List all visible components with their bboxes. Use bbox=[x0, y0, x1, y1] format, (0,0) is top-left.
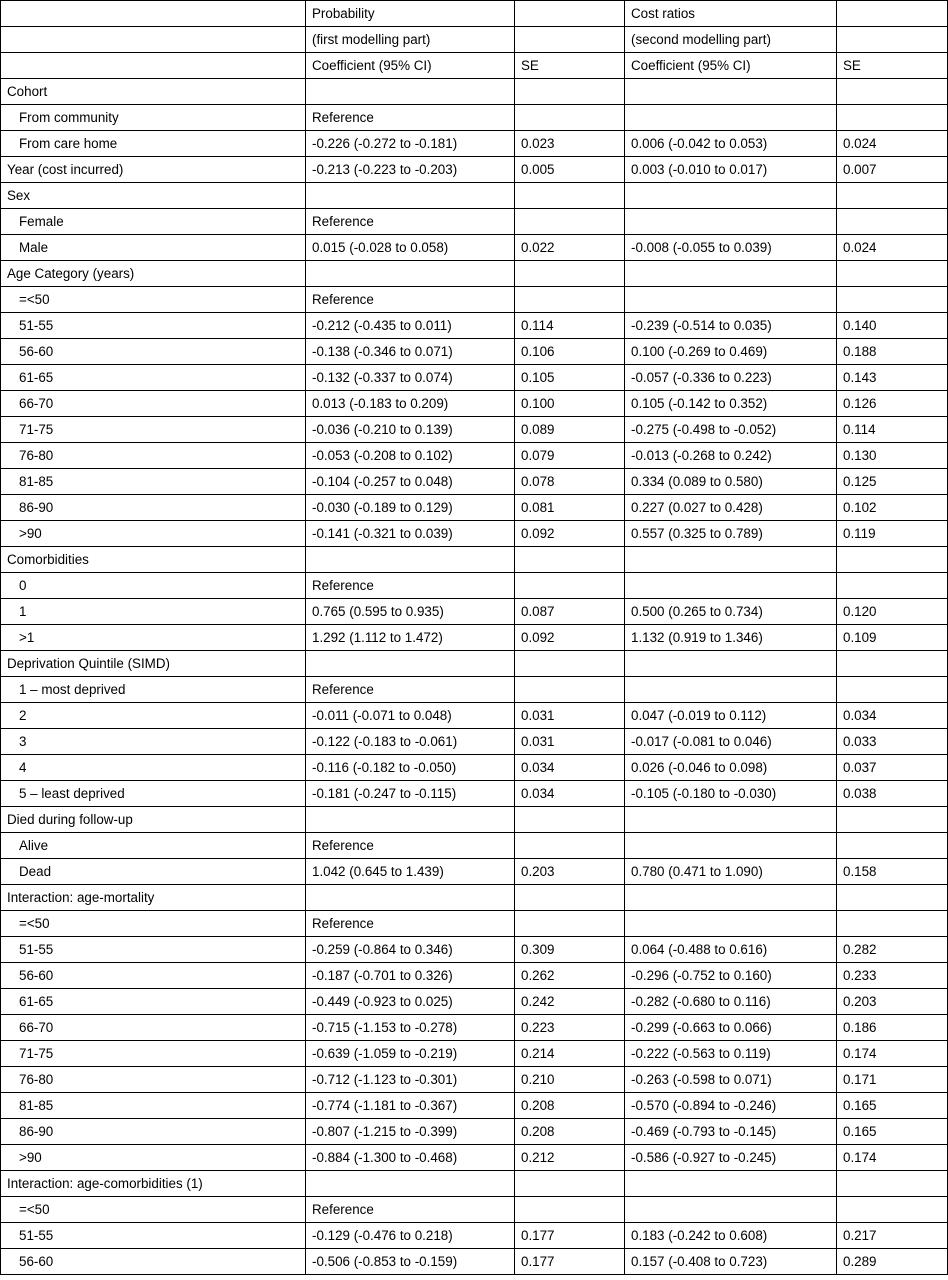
cost-ratio-coefficient-cell: -0.299 (-0.663 to 0.066) bbox=[625, 1015, 837, 1041]
cost-ratio-coefficient-cell: 0.026 (-0.046 to 0.098) bbox=[625, 755, 837, 781]
cost-ratio-coefficient-cell bbox=[625, 807, 837, 833]
header-row bbox=[1, 53, 948, 79]
probability-se-cell: 0.087 bbox=[515, 599, 625, 625]
table-row bbox=[1, 469, 948, 495]
cost-ratio-se-cell bbox=[837, 79, 948, 105]
cost-ratio-coefficient-cell bbox=[625, 677, 837, 703]
label-cell: 56-60 bbox=[1, 1249, 306, 1275]
probability-coefficient-cell: 0.015 (-0.028 to 0.058) bbox=[306, 235, 515, 261]
probability-se-cell: 0.177 bbox=[515, 1223, 625, 1249]
category-row bbox=[1, 157, 948, 183]
cost-ratio-se-cell: 0.038 bbox=[837, 781, 948, 807]
cost-ratio-coefficient-cell: -0.296 (-0.752 to 0.160) bbox=[625, 963, 837, 989]
cost-ratio-se-cell: 0.217 bbox=[837, 1223, 948, 1249]
cost-ratio-se-cell bbox=[837, 807, 948, 833]
probability-se-cell: 0.092 bbox=[515, 625, 625, 651]
cost-ratio-se-cell: 0.109 bbox=[837, 625, 948, 651]
probability-se-cell: 0.214 bbox=[515, 1041, 625, 1067]
probability-se-cell: 0.092 bbox=[515, 521, 625, 547]
label-cell: Female bbox=[1, 209, 306, 235]
category-row bbox=[1, 547, 948, 573]
cost-ratio-coefficient-cell: 0.047 (-0.019 to 0.112) bbox=[625, 703, 837, 729]
cost-ratio-coefficient-cell: 0.780 (0.471 to 1.090) bbox=[625, 859, 837, 885]
probability-se-cell: 0.023 bbox=[515, 131, 625, 157]
label-cell: 81-85 bbox=[1, 469, 306, 495]
probability-coefficient-cell bbox=[306, 261, 515, 287]
label-cell: =<50 bbox=[1, 911, 306, 937]
probability-se-cell: 0.031 bbox=[515, 729, 625, 755]
cost-ratio-se-cell: SE bbox=[837, 53, 948, 79]
label-cell: 71-75 bbox=[1, 1041, 306, 1067]
probability-coefficient-cell bbox=[306, 183, 515, 209]
probability-se-cell bbox=[515, 183, 625, 209]
table-row bbox=[1, 313, 948, 339]
probability-coefficient-cell: -0.122 (-0.183 to -0.061) bbox=[306, 729, 515, 755]
table-row bbox=[1, 1197, 948, 1223]
table-row bbox=[1, 833, 948, 859]
label-cell: 86-90 bbox=[1, 495, 306, 521]
label-cell: Male bbox=[1, 235, 306, 261]
probability-coefficient-cell: -0.181 (-0.247 to -0.115) bbox=[306, 781, 515, 807]
probability-coefficient-cell: 0.765 (0.595 to 0.935) bbox=[306, 599, 515, 625]
probability-coefficient-cell: -0.030 (-0.189 to 0.129) bbox=[306, 495, 515, 521]
label-cell: 0 bbox=[1, 573, 306, 599]
probability-se-cell: 0.089 bbox=[515, 417, 625, 443]
probability-se-cell bbox=[515, 547, 625, 573]
cost-ratio-coefficient-cell bbox=[625, 105, 837, 131]
cost-ratio-coefficient-cell: 0.105 (-0.142 to 0.352) bbox=[625, 391, 837, 417]
table-row bbox=[1, 989, 948, 1015]
probability-coefficient-cell bbox=[306, 79, 515, 105]
probability-se-cell: SE bbox=[515, 53, 625, 79]
probability-coefficient-cell: -0.129 (-0.476 to 0.218) bbox=[306, 1223, 515, 1249]
cost-ratio-coefficient-cell: -0.008 (-0.055 to 0.039) bbox=[625, 235, 837, 261]
label-cell: =<50 bbox=[1, 287, 306, 313]
probability-coefficient-cell bbox=[306, 807, 515, 833]
cost-ratio-se-cell: 0.171 bbox=[837, 1067, 948, 1093]
cost-ratio-se-cell: 0.130 bbox=[837, 443, 948, 469]
cost-ratio-coefficient-cell: -0.105 (-0.180 to -0.030) bbox=[625, 781, 837, 807]
label-cell: 76-80 bbox=[1, 1067, 306, 1093]
probability-coefficient-cell bbox=[306, 1171, 515, 1197]
cost-ratio-se-cell bbox=[837, 651, 948, 677]
probability-se-cell bbox=[515, 573, 625, 599]
table-row bbox=[1, 1249, 948, 1275]
header-row bbox=[1, 27, 948, 53]
label-cell: Cohort bbox=[1, 79, 306, 105]
cost-ratio-se-cell: 0.125 bbox=[837, 469, 948, 495]
probability-coefficient-cell: -0.053 (-0.208 to 0.102) bbox=[306, 443, 515, 469]
table-row bbox=[1, 339, 948, 365]
probability-se-cell bbox=[515, 1, 625, 27]
label-cell: 51-55 bbox=[1, 937, 306, 963]
cost-ratio-coefficient-cell bbox=[625, 79, 837, 105]
cost-ratio-coefficient-cell bbox=[625, 911, 837, 937]
probability-coefficient-cell: -0.506 (-0.853 to -0.159) bbox=[306, 1249, 515, 1275]
label-cell: =<50 bbox=[1, 1197, 306, 1223]
cost-ratio-coefficient-cell: -0.222 (-0.563 to 0.119) bbox=[625, 1041, 837, 1067]
probability-coefficient-cell: 1.042 (0.645 to 1.439) bbox=[306, 859, 515, 885]
cost-ratio-coefficient-cell bbox=[625, 1171, 837, 1197]
cost-ratio-se-cell: 0.102 bbox=[837, 495, 948, 521]
cost-ratio-coefficient-cell: (second modelling part) bbox=[625, 27, 837, 53]
probability-coefficient-cell: Reference bbox=[306, 105, 515, 131]
probability-coefficient-cell: 0.013 (-0.183 to 0.209) bbox=[306, 391, 515, 417]
cost-ratio-se-cell bbox=[837, 885, 948, 911]
probability-coefficient-cell: -0.774 (-1.181 to -0.367) bbox=[306, 1093, 515, 1119]
category-row bbox=[1, 79, 948, 105]
table-row bbox=[1, 1015, 948, 1041]
probability-se-cell: 0.034 bbox=[515, 781, 625, 807]
cost-ratio-coefficient-cell: -0.057 (-0.336 to 0.223) bbox=[625, 365, 837, 391]
probability-coefficient-cell: -0.116 (-0.182 to -0.050) bbox=[306, 755, 515, 781]
probability-coefficient-cell: -0.712 (-1.123 to -0.301) bbox=[306, 1067, 515, 1093]
cost-ratio-coefficient-cell: -0.017 (-0.081 to 0.046) bbox=[625, 729, 837, 755]
probability-se-cell bbox=[515, 911, 625, 937]
cost-ratio-coefficient-cell: -0.282 (-0.680 to 0.116) bbox=[625, 989, 837, 1015]
label-cell: 86-90 bbox=[1, 1119, 306, 1145]
label-cell: 81-85 bbox=[1, 1093, 306, 1119]
category-row bbox=[1, 1171, 948, 1197]
table-row bbox=[1, 443, 948, 469]
cost-ratio-coefficient-cell bbox=[625, 209, 837, 235]
probability-coefficient-cell: (first modelling part) bbox=[306, 27, 515, 53]
label-cell: Sex bbox=[1, 183, 306, 209]
cost-ratio-se-cell bbox=[837, 833, 948, 859]
label-cell: From care home bbox=[1, 131, 306, 157]
table-row bbox=[1, 105, 948, 131]
cost-ratio-coefficient-cell: 0.227 (0.027 to 0.428) bbox=[625, 495, 837, 521]
probability-coefficient-cell: Reference bbox=[306, 833, 515, 859]
cost-ratio-se-cell: 0.165 bbox=[837, 1119, 948, 1145]
probability-se-cell: 0.034 bbox=[515, 755, 625, 781]
probability-coefficient-cell: -0.132 (-0.337 to 0.074) bbox=[306, 365, 515, 391]
table-row bbox=[1, 131, 948, 157]
table-row bbox=[1, 1145, 948, 1171]
probability-se-cell: 0.212 bbox=[515, 1145, 625, 1171]
table-row bbox=[1, 365, 948, 391]
table-row bbox=[1, 287, 948, 313]
cost-ratio-se-cell: 0.114 bbox=[837, 417, 948, 443]
probability-coefficient-cell: Coefficient (95% CI) bbox=[306, 53, 515, 79]
probability-se-cell: 0.210 bbox=[515, 1067, 625, 1093]
label-cell: 1 bbox=[1, 599, 306, 625]
category-row bbox=[1, 183, 948, 209]
probability-coefficient-cell bbox=[306, 651, 515, 677]
label-cell: 2 bbox=[1, 703, 306, 729]
table-row bbox=[1, 703, 948, 729]
label-cell: Interaction: age-comorbidities (1) bbox=[1, 1171, 306, 1197]
table-row bbox=[1, 1119, 948, 1145]
probability-coefficient-cell: Reference bbox=[306, 209, 515, 235]
cost-ratio-coefficient-cell: -0.469 (-0.793 to -0.145) bbox=[625, 1119, 837, 1145]
cost-ratio-se-cell bbox=[837, 1171, 948, 1197]
cost-ratio-coefficient-cell: -0.275 (-0.498 to -0.052) bbox=[625, 417, 837, 443]
cost-ratio-coefficient-cell bbox=[625, 833, 837, 859]
table-row bbox=[1, 391, 948, 417]
label-cell: Comorbidities bbox=[1, 547, 306, 573]
label-cell: 5 – least deprived bbox=[1, 781, 306, 807]
label-cell: 71-75 bbox=[1, 417, 306, 443]
label-cell bbox=[1, 27, 306, 53]
cost-ratio-se-cell: 0.120 bbox=[837, 599, 948, 625]
cost-ratio-se-cell: 0.186 bbox=[837, 1015, 948, 1041]
cost-ratio-coefficient-cell: 0.500 (0.265 to 0.734) bbox=[625, 599, 837, 625]
probability-se-cell: 0.242 bbox=[515, 989, 625, 1015]
cost-ratio-coefficient-cell bbox=[625, 573, 837, 599]
probability-coefficient-cell: -0.259 (-0.864 to 0.346) bbox=[306, 937, 515, 963]
cost-ratio-coefficient-cell: Cost ratios bbox=[625, 1, 837, 27]
cost-ratio-se-cell: 0.034 bbox=[837, 703, 948, 729]
probability-se-cell bbox=[515, 261, 625, 287]
label-cell: Age Category (years) bbox=[1, 261, 306, 287]
table-row bbox=[1, 1067, 948, 1093]
table-row bbox=[1, 677, 948, 703]
probability-se-cell: 0.177 bbox=[515, 1249, 625, 1275]
table-row bbox=[1, 1223, 948, 1249]
probability-coefficient-cell: Reference bbox=[306, 573, 515, 599]
probability-se-cell bbox=[515, 677, 625, 703]
cost-ratio-se-cell bbox=[837, 209, 948, 235]
probability-coefficient-cell: -0.141 (-0.321 to 0.039) bbox=[306, 521, 515, 547]
cost-ratio-coefficient-cell: 0.064 (-0.488 to 0.616) bbox=[625, 937, 837, 963]
probability-coefficient-cell: -0.639 (-1.059 to -0.219) bbox=[306, 1041, 515, 1067]
cost-ratio-coefficient-cell bbox=[625, 547, 837, 573]
label-cell: 56-60 bbox=[1, 339, 306, 365]
cost-ratio-se-cell: 0.143 bbox=[837, 365, 948, 391]
label-cell: 56-60 bbox=[1, 963, 306, 989]
cost-ratio-se-cell: 0.165 bbox=[837, 1093, 948, 1119]
table-row bbox=[1, 781, 948, 807]
cost-ratio-coefficient-cell: -0.013 (-0.268 to 0.242) bbox=[625, 443, 837, 469]
probability-se-cell: 0.022 bbox=[515, 235, 625, 261]
table-row bbox=[1, 911, 948, 937]
cost-ratio-se-cell bbox=[837, 287, 948, 313]
cost-ratio-se-cell: 0.174 bbox=[837, 1041, 948, 1067]
label-cell: 61-65 bbox=[1, 989, 306, 1015]
probability-se-cell bbox=[515, 27, 625, 53]
table-row bbox=[1, 937, 948, 963]
probability-coefficient-cell: -0.884 (-1.300 to -0.468) bbox=[306, 1145, 515, 1171]
table-row bbox=[1, 963, 948, 989]
cost-ratio-se-cell bbox=[837, 911, 948, 937]
probability-se-cell: 0.079 bbox=[515, 443, 625, 469]
cost-ratio-coefficient-cell: -0.239 (-0.514 to 0.035) bbox=[625, 313, 837, 339]
probability-se-cell: 0.081 bbox=[515, 495, 625, 521]
probability-se-cell bbox=[515, 885, 625, 911]
table-row bbox=[1, 729, 948, 755]
cost-ratio-se-cell: 0.289 bbox=[837, 1249, 948, 1275]
probability-coefficient-cell: Reference bbox=[306, 677, 515, 703]
cost-ratio-se-cell bbox=[837, 27, 948, 53]
cost-ratio-se-cell bbox=[837, 261, 948, 287]
probability-coefficient-cell: -0.715 (-1.153 to -0.278) bbox=[306, 1015, 515, 1041]
cost-ratio-se-cell: 0.119 bbox=[837, 521, 948, 547]
table-row bbox=[1, 235, 948, 261]
probability-se-cell: 0.100 bbox=[515, 391, 625, 417]
cost-ratio-se-cell bbox=[837, 677, 948, 703]
label-cell: From community bbox=[1, 105, 306, 131]
cost-ratio-se-cell: 0.140 bbox=[837, 313, 948, 339]
cost-ratio-se-cell bbox=[837, 183, 948, 209]
probability-se-cell bbox=[515, 1197, 625, 1223]
probability-coefficient-cell: -0.011 (-0.071 to 0.048) bbox=[306, 703, 515, 729]
cost-ratio-se-cell: 0.158 bbox=[837, 859, 948, 885]
probability-se-cell: 0.309 bbox=[515, 937, 625, 963]
category-row bbox=[1, 261, 948, 287]
probability-se-cell: 0.262 bbox=[515, 963, 625, 989]
cost-ratio-se-cell bbox=[837, 1197, 948, 1223]
label-cell: Interaction: age-mortality bbox=[1, 885, 306, 911]
probability-se-cell: 0.223 bbox=[515, 1015, 625, 1041]
cost-ratio-coefficient-cell bbox=[625, 287, 837, 313]
probability-se-cell: 0.208 bbox=[515, 1119, 625, 1145]
table-row bbox=[1, 1093, 948, 1119]
category-row bbox=[1, 651, 948, 677]
label-cell: Alive bbox=[1, 833, 306, 859]
probability-se-cell: 0.105 bbox=[515, 365, 625, 391]
table-row bbox=[1, 495, 948, 521]
table-row bbox=[1, 755, 948, 781]
cost-ratio-coefficient-cell: 0.003 (-0.010 to 0.017) bbox=[625, 157, 837, 183]
cost-ratio-coefficient-cell: -0.263 (-0.598 to 0.071) bbox=[625, 1067, 837, 1093]
probability-coefficient-cell bbox=[306, 885, 515, 911]
probability-coefficient-cell: -0.226 (-0.272 to -0.181) bbox=[306, 131, 515, 157]
cost-ratio-se-cell: 0.033 bbox=[837, 729, 948, 755]
label-cell: >90 bbox=[1, 1145, 306, 1171]
label-cell: 1 – most deprived bbox=[1, 677, 306, 703]
category-row bbox=[1, 807, 948, 833]
label-cell: Dead bbox=[1, 859, 306, 885]
label-cell: >1 bbox=[1, 625, 306, 651]
cost-ratio-se-cell: 0.233 bbox=[837, 963, 948, 989]
cost-ratio-se-cell: 0.126 bbox=[837, 391, 948, 417]
label-cell bbox=[1, 53, 306, 79]
probability-se-cell bbox=[515, 287, 625, 313]
table-row bbox=[1, 209, 948, 235]
probability-se-cell bbox=[515, 209, 625, 235]
cost-ratio-coefficient-cell: -0.570 (-0.894 to -0.246) bbox=[625, 1093, 837, 1119]
probability-coefficient-cell: -0.213 (-0.223 to -0.203) bbox=[306, 157, 515, 183]
cost-ratio-se-cell: 0.024 bbox=[837, 131, 948, 157]
table-row bbox=[1, 625, 948, 651]
cost-ratio-se-cell: 0.282 bbox=[837, 937, 948, 963]
label-cell: 3 bbox=[1, 729, 306, 755]
probability-se-cell bbox=[515, 1171, 625, 1197]
label-cell: 51-55 bbox=[1, 1223, 306, 1249]
table-row bbox=[1, 573, 948, 599]
probability-coefficient-cell: -0.138 (-0.346 to 0.071) bbox=[306, 339, 515, 365]
cost-ratio-se-cell: 0.174 bbox=[837, 1145, 948, 1171]
table-row bbox=[1, 599, 948, 625]
cost-ratio-coefficient-cell: -0.586 (-0.927 to -0.245) bbox=[625, 1145, 837, 1171]
cost-ratio-coefficient-cell: 0.334 (0.089 to 0.580) bbox=[625, 469, 837, 495]
label-cell: 4 bbox=[1, 755, 306, 781]
cost-ratio-se-cell: 0.188 bbox=[837, 339, 948, 365]
probability-se-cell: 0.078 bbox=[515, 469, 625, 495]
cost-ratio-coefficient-cell: 0.157 (-0.408 to 0.723) bbox=[625, 1249, 837, 1275]
cost-ratio-se-cell bbox=[837, 573, 948, 599]
cost-ratio-coefficient-cell: 0.006 (-0.042 to 0.053) bbox=[625, 131, 837, 157]
probability-se-cell bbox=[515, 833, 625, 859]
label-cell: Deprivation Quintile (SIMD) bbox=[1, 651, 306, 677]
probability-coefficient-cell: -0.104 (-0.257 to 0.048) bbox=[306, 469, 515, 495]
cost-ratio-se-cell: 0.024 bbox=[837, 235, 948, 261]
probability-se-cell: 0.106 bbox=[515, 339, 625, 365]
label-cell: Died during follow-up bbox=[1, 807, 306, 833]
cost-ratio-se-cell bbox=[837, 105, 948, 131]
probability-coefficient-cell: Reference bbox=[306, 1197, 515, 1223]
cost-ratio-se-cell bbox=[837, 1, 948, 27]
probability-se-cell bbox=[515, 105, 625, 131]
cost-ratio-coefficient-cell bbox=[625, 183, 837, 209]
probability-coefficient-cell: -0.036 (-0.210 to 0.139) bbox=[306, 417, 515, 443]
cost-ratio-se-cell: 0.203 bbox=[837, 989, 948, 1015]
label-cell bbox=[1, 1, 306, 27]
probability-se-cell bbox=[515, 651, 625, 677]
cost-ratio-coefficient-cell bbox=[625, 1197, 837, 1223]
probability-coefficient-cell: -0.807 (-1.215 to -0.399) bbox=[306, 1119, 515, 1145]
label-cell: 76-80 bbox=[1, 443, 306, 469]
label-cell: Year (cost incurred) bbox=[1, 157, 306, 183]
cost-ratio-coefficient-cell: 0.557 (0.325 to 0.789) bbox=[625, 521, 837, 547]
probability-se-cell: 0.203 bbox=[515, 859, 625, 885]
table-body bbox=[1, 1, 948, 1275]
cost-ratio-coefficient-cell bbox=[625, 885, 837, 911]
cost-ratio-coefficient-cell: 0.100 (-0.269 to 0.469) bbox=[625, 339, 837, 365]
label-cell: >90 bbox=[1, 521, 306, 547]
probability-se-cell: 0.031 bbox=[515, 703, 625, 729]
probability-coefficient-cell: -0.212 (-0.435 to 0.011) bbox=[306, 313, 515, 339]
cost-ratio-coefficient-cell: 0.183 (-0.242 to 0.608) bbox=[625, 1223, 837, 1249]
table-row bbox=[1, 1041, 948, 1067]
cost-ratio-coefficient-cell bbox=[625, 651, 837, 677]
probability-coefficient-cell: Reference bbox=[306, 911, 515, 937]
probability-se-cell: 0.005 bbox=[515, 157, 625, 183]
cost-ratio-se-cell bbox=[837, 547, 948, 573]
probability-coefficient-cell: Reference bbox=[306, 287, 515, 313]
table-row bbox=[1, 417, 948, 443]
cost-ratio-coefficient-cell: 1.132 (0.919 to 1.346) bbox=[625, 625, 837, 651]
probability-se-cell: 0.114 bbox=[515, 313, 625, 339]
label-cell: 66-70 bbox=[1, 1015, 306, 1041]
probability-coefficient-cell bbox=[306, 547, 515, 573]
header-row bbox=[1, 1, 948, 27]
probability-se-cell: 0.208 bbox=[515, 1093, 625, 1119]
label-cell: 61-65 bbox=[1, 365, 306, 391]
cost-ratio-se-cell: 0.037 bbox=[837, 755, 948, 781]
probability-se-cell bbox=[515, 79, 625, 105]
cost-ratio-coefficient-cell: Coefficient (95% CI) bbox=[625, 53, 837, 79]
probability-se-cell bbox=[515, 807, 625, 833]
cost-ratio-se-cell: 0.007 bbox=[837, 157, 948, 183]
probability-coefficient-cell: -0.449 (-0.923 to 0.025) bbox=[306, 989, 515, 1015]
probability-coefficient-cell: 1.292 (1.112 to 1.472) bbox=[306, 625, 515, 651]
label-cell: 51-55 bbox=[1, 313, 306, 339]
cost-ratio-coefficient-cell bbox=[625, 261, 837, 287]
table-row bbox=[1, 521, 948, 547]
table-row bbox=[1, 859, 948, 885]
probability-coefficient-cell: -0.187 (-0.701 to 0.326) bbox=[306, 963, 515, 989]
probability-coefficient-cell: Probability bbox=[306, 1, 515, 27]
label-cell: 66-70 bbox=[1, 391, 306, 417]
category-row bbox=[1, 885, 948, 911]
